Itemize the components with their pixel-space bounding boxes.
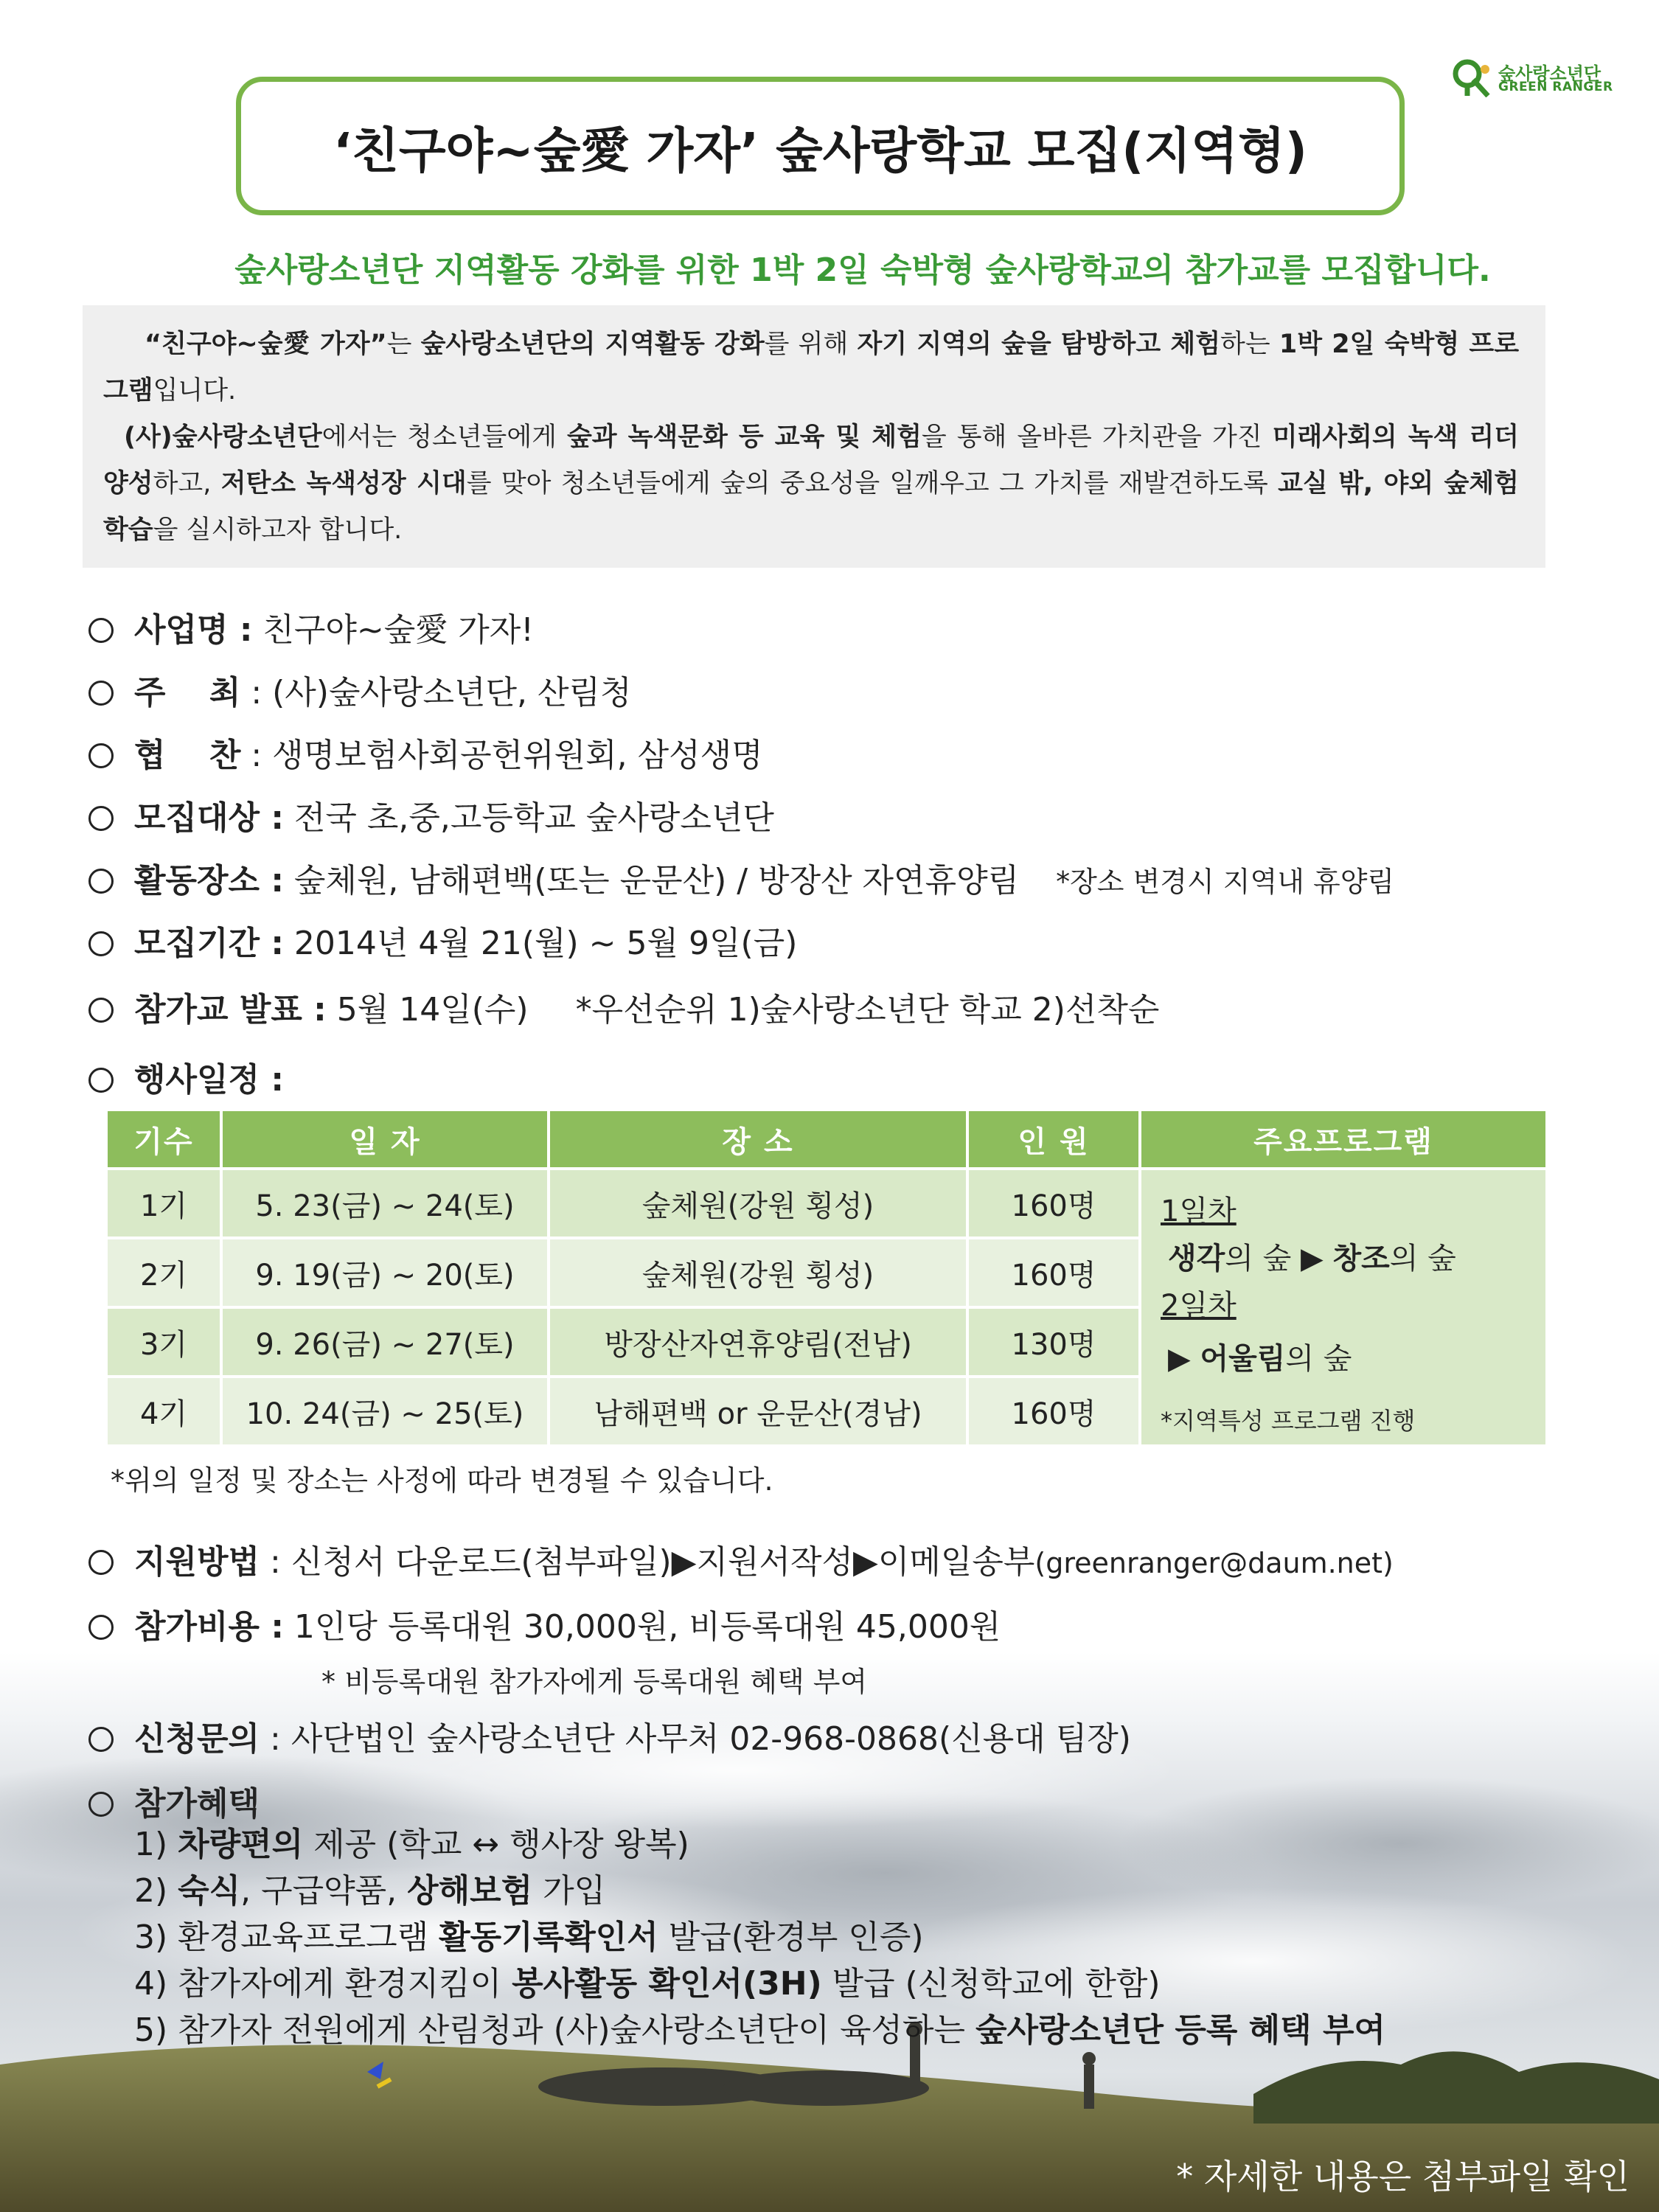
- intro-text: 하고,: [153, 469, 221, 498]
- info-place: [88, 854, 1394, 901]
- benefit-text: 숲사랑소년단 등록 혜택 부여: [975, 2011, 1386, 2049]
- benefit-text: 상해보험: [407, 1872, 533, 1910]
- footer-note: * 자세한 내용은 첨부파일 확인: [1176, 2157, 1630, 2197]
- info-value: : 생명보험사회공헌위원회, 삼성생명: [240, 737, 763, 774]
- circle-bullet-icon: [88, 998, 114, 1023]
- cell-no: 1기: [108, 1170, 220, 1237]
- intro-paragraph-2: [103, 414, 1519, 554]
- info-period: [88, 917, 797, 964]
- cell-date: 9. 19(금) ~ 20(토): [223, 1239, 547, 1306]
- info-sponsor: [88, 728, 763, 776]
- info-email: (greenranger@daum.net): [1034, 1547, 1394, 1579]
- intro-paragraph-1: [103, 321, 1519, 414]
- list-item: [134, 1914, 1385, 1961]
- cell-date: 5. 23(금) ~ 24(토): [223, 1170, 547, 1237]
- list-item: [134, 1868, 1385, 1914]
- info-announce: [88, 983, 1159, 1030]
- schedule-table: [105, 1108, 1548, 1447]
- column-header: 일 자: [223, 1111, 547, 1167]
- benefit-text: 가입: [532, 1872, 606, 1910]
- program-text: 의 숲 ▶: [1225, 1242, 1333, 1276]
- cell-place: 남해편백 or 운문산(경남): [550, 1378, 966, 1444]
- intro-text: 미래사회의 녹색 리더 양성: [103, 422, 1519, 498]
- info-benefits: [88, 1777, 260, 1824]
- benefit-text: 발급(환경부 인증): [658, 1919, 924, 1956]
- info-label: 참가혜택: [134, 1785, 260, 1823]
- fee-note: * 비등록대원 참가자에게 등록대원 혜택 부여: [321, 1666, 868, 1698]
- cell-count: 160명: [969, 1170, 1138, 1237]
- info-label: 행사일정 :: [134, 1061, 284, 1099]
- program-text: 어울림: [1200, 1342, 1286, 1376]
- info-label: 협 찬: [134, 737, 241, 774]
- program-text: ▶: [1168, 1342, 1200, 1376]
- info-contact: [88, 1712, 1131, 1759]
- info-value: : 신청서 다운로드(첨부파일)▶지원서작성▶이메일송부: [260, 1543, 1035, 1581]
- circle-bullet-icon: [88, 869, 114, 894]
- circle-bullet-icon: [88, 681, 114, 706]
- circle-bullet-icon: [88, 1727, 114, 1752]
- leaf-logo-icon: [1451, 59, 1492, 97]
- benefit-text: 제공 (학교 ↔ 행사장 왕복): [303, 1826, 689, 1863]
- cell-place: 숲체원(강원 횡성): [550, 1239, 966, 1306]
- info-value: : (사)숲사랑소년단, 산림청: [240, 674, 632, 712]
- info-label: 주 최: [134, 674, 241, 712]
- intro-text: 를 위해: [764, 330, 858, 359]
- circle-bullet-icon: [88, 806, 114, 831]
- logo-korean-name: 숲사랑소년단: [1498, 63, 1601, 84]
- info-value: 1인당 등록대원 30,000원, 비등록대원 45,000원: [283, 1608, 1001, 1646]
- list-item: [134, 1821, 1385, 1868]
- program-note: *지역특성 프로그램 진행: [1161, 1407, 1416, 1435]
- cell-no: 2기: [108, 1239, 220, 1306]
- column-header: 주요프로그램: [1141, 1111, 1545, 1167]
- cell-date: 9. 26(금) ~ 27(토): [223, 1309, 547, 1375]
- info-label: 모집대상 :: [134, 799, 284, 837]
- info-value: : 사단법인 숲사랑소년단 사무처 02-968-0868(신용대 팀장): [260, 1720, 1131, 1758]
- info-label: 참가교 발표 :: [134, 991, 327, 1029]
- intro-text: 1박 2일 숙박형 프로그램: [103, 330, 1520, 406]
- table-header-row: [108, 1111, 1545, 1167]
- program-text: 창조: [1332, 1242, 1390, 1276]
- cell-no: 4기: [108, 1378, 220, 1444]
- benefits-list: [134, 1821, 1385, 2053]
- info-apply: [88, 1535, 1394, 1582]
- circle-bullet-icon: [88, 1068, 114, 1093]
- schedule-note: *위의 일정 및 장소는 사정에 따라 변경될 수 있습니다.: [111, 1464, 773, 1497]
- column-header: 장 소: [550, 1111, 966, 1167]
- info-label: 지원방법: [134, 1543, 260, 1581]
- info-note: *우선순위 1)숲사랑소년단 학교 2)선착순: [575, 991, 1160, 1029]
- info-schedule: [88, 1053, 284, 1100]
- green-ranger-logo: [1451, 56, 1621, 100]
- list-item: [134, 2007, 1385, 2053]
- circle-bullet-icon: [88, 931, 114, 956]
- intro-text: 을 통해 올바른 가치관을 가진: [921, 422, 1273, 452]
- intro-text: 에서는 청소년들에게: [321, 422, 567, 452]
- cell-no: 3기: [108, 1309, 220, 1375]
- page-title: ‘친구야~숲愛 가자’ 숲사랑학교 모집(지역형): [333, 122, 1307, 179]
- benefit-text: 발급 (신청학교에 한함): [821, 1965, 1161, 2003]
- info-fee: [88, 1600, 1001, 1647]
- intro-text: 을 실시하고자 합니다.: [153, 515, 403, 545]
- info-label: 사업명 :: [134, 611, 253, 649]
- program-day1: 1일차: [1161, 1194, 1237, 1228]
- intro-text: “친구야~숲愛 가자”: [145, 330, 387, 359]
- intro-text: 입니다.: [153, 376, 237, 406]
- list-item: [134, 1961, 1385, 2007]
- info-value: 5월 14일(수): [326, 991, 529, 1029]
- info-label: 참가비용 :: [134, 1608, 284, 1646]
- benefit-text: 5) 참가자 전원에게 산림청과 (사)숲사랑소년단이 육성하는: [134, 2011, 975, 2049]
- intro-text: 하는: [1220, 330, 1279, 359]
- info-label: 활동장소 :: [134, 862, 284, 900]
- intro-text: 교실 밖, 야외 숲체험 학습: [103, 469, 1519, 545]
- circle-bullet-icon: [88, 618, 114, 643]
- program-text: 의 숲: [1389, 1242, 1456, 1276]
- info-value: 전국 초,중,고등학교 숲사랑소년단: [283, 799, 774, 837]
- cell-count: 160명: [969, 1239, 1138, 1306]
- column-header: 인 원: [969, 1111, 1138, 1167]
- intro-text: 숲사랑소년단의 지역활동 강화: [420, 330, 765, 359]
- intro-text: 자기 지역의 숲을 탐방하고 체험: [857, 330, 1221, 359]
- cell-place: 숲체원(강원 횡성): [550, 1170, 966, 1237]
- intro-text: (사)숲사랑소년단: [124, 422, 322, 452]
- program-text: 생각: [1168, 1242, 1225, 1276]
- benefit-text: 차량편의: [178, 1826, 304, 1863]
- cell-program: [1141, 1170, 1545, 1444]
- info-note: *장소 변경시 지역내 휴양림: [1056, 866, 1395, 898]
- cell-count: 130명: [969, 1309, 1138, 1375]
- program-text: 의 숲: [1285, 1342, 1352, 1376]
- circle-bullet-icon: [88, 1550, 114, 1575]
- title-box: [236, 77, 1405, 215]
- info-project: [88, 603, 534, 650]
- cell-count: 160명: [969, 1378, 1138, 1444]
- benefit-text: , 구급약품,: [240, 1872, 408, 1910]
- program-day2: 2일차: [1161, 1289, 1237, 1323]
- info-label: 모집기간 :: [134, 925, 284, 962]
- intro-text: 저탄소 녹색성장 시대: [220, 469, 467, 498]
- info-value: 숲체원, 남해편백(또는 운문산) / 방장산 자연휴양림: [283, 862, 1020, 900]
- column-header: 기수: [108, 1111, 220, 1167]
- circle-bullet-icon: [88, 1792, 114, 1817]
- circle-bullet-icon: [88, 1615, 114, 1640]
- info-label: 신청문의: [134, 1720, 260, 1758]
- table-row: [108, 1170, 1545, 1237]
- cell-date: 10. 24(금) ~ 25(토): [223, 1378, 547, 1444]
- benefit-text: 2): [134, 1872, 178, 1910]
- info-value: 친구야~숲愛 가자!: [252, 611, 534, 649]
- benefit-text: 4) 참가자에게 환경지킴이: [134, 1965, 512, 2003]
- info-host: [88, 666, 631, 713]
- info-value: 2014년 4월 21(월) ~ 5월 9일(금): [283, 925, 798, 962]
- subtitle: 숲사랑소년단 지역활동 강화를 위한 1박 2일 숙박형 숲사랑학교의 참가교를 모집합니다.: [234, 251, 1491, 289]
- info-target: [88, 791, 774, 838]
- benefit-text: 숙식: [178, 1872, 241, 1910]
- cell-place: 방장산자연휴양림(전남): [550, 1309, 966, 1375]
- intro-text: 는: [386, 330, 421, 359]
- circle-bullet-icon: [88, 743, 114, 768]
- logo-english-name: GREEN RANGER: [1498, 80, 1613, 94]
- benefit-text: 활동기록확인서: [439, 1919, 658, 1956]
- intro-text: 를 맞아 청소년들에게 숲의 중요성을 일깨우고 그 가치를 재발견하도록: [466, 469, 1279, 498]
- benefit-text: 3) 환경교육프로그램: [134, 1919, 439, 1956]
- benefit-text: 1): [134, 1826, 178, 1863]
- benefit-text: 봉사활동 확인서(3H): [512, 1965, 822, 2003]
- intro-text: 숲과 녹색문화 등 교육 및 체험: [566, 422, 922, 452]
- intro-box: [83, 305, 1545, 568]
